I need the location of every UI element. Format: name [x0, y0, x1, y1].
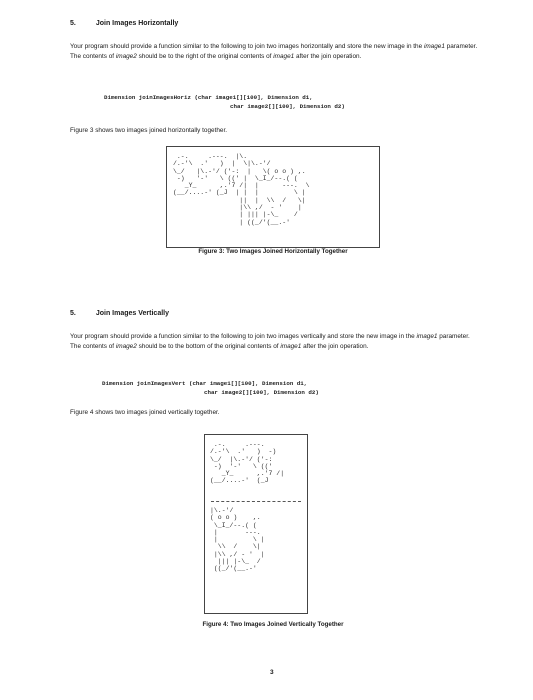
section-title: Join Images Horizontally	[95, 20, 179, 27]
code-line-1: Dimension joinImagesVert (char image1[][100], Dimension d1,	[102, 380, 308, 387]
ascii-art-horizontal: .-. .---. |\. /.-'\ .' ) | \|\.-'/ \_/ |\.-'/ ('-: | \( o o ) ,. -) '-' \ ((' | \_I_/--.( ( _Y_ ,.'7 /| | ---. \ (__/....-' (_J | | | \ | || | \\ / \| |\\ ,/ - ' | | ||| |-\_ / | ((_/'(__.-'	[173, 153, 310, 226]
figure-4-box	[204, 434, 308, 614]
section-number: 5.	[70, 310, 76, 317]
figure-3-caption: Figure 3: Two Images Joined Horizontally Together	[198, 248, 348, 255]
figure-intro-horizontal: Figure 3 shows two images joined horizontally together.	[70, 127, 228, 134]
section-title: Join Images Vertically	[95, 310, 169, 317]
ascii-art-vertical-bottom: |\.-'/ ( o o ) ,. \_I_/--.( ( | ---. | \ | \\ / \| |\\ ,/ - ' | ||| |-\_ / ((_/'(__.-'	[210, 507, 265, 573]
page-number: 3	[270, 669, 274, 676]
join-divider	[211, 501, 301, 502]
paragraph-horizontal: Your program should provide a function similar to the following to join two images horizontally and store the new image in the image1 parameter. The contents of image2 should be to the right of the original contents of image1 after the join operation.	[70, 43, 478, 60]
figure-4-caption: Figure 4: Two Images Joined Vertically Together	[202, 621, 344, 628]
document-page	[8, 4, 523, 694]
section-heading-horizontal	[70, 20, 178, 27]
section-number: 5.	[70, 20, 76, 27]
figure-intro-vertical: Figure 4 shows two images joined vertically together.	[70, 409, 220, 416]
section-heading-vertical	[70, 310, 169, 317]
ascii-art-vertical-top: .-. .---. /.-'\ .' ) -) \_/ |\.-'/ ('-: -) '-' \ ((' _Y_ ,.'7 /| (__/....-' (_J	[210, 441, 285, 485]
code-line-2: char image2[][100], Dimension d2)	[230, 103, 345, 110]
code-line-2: char image2[][100], Dimension d2)	[204, 389, 319, 396]
paragraph-vertical: Your program should provide a function similar to the following to join two images vertically and store the new image in the image1 parameter. The contents of image2 should be to the bottom of the original contents of image1 after the join operation.	[70, 333, 470, 350]
figure-3-box	[166, 146, 380, 248]
code-line-1: Dimension joinImagesHoriz (char image1[][100], Dimension d1,	[104, 94, 313, 101]
